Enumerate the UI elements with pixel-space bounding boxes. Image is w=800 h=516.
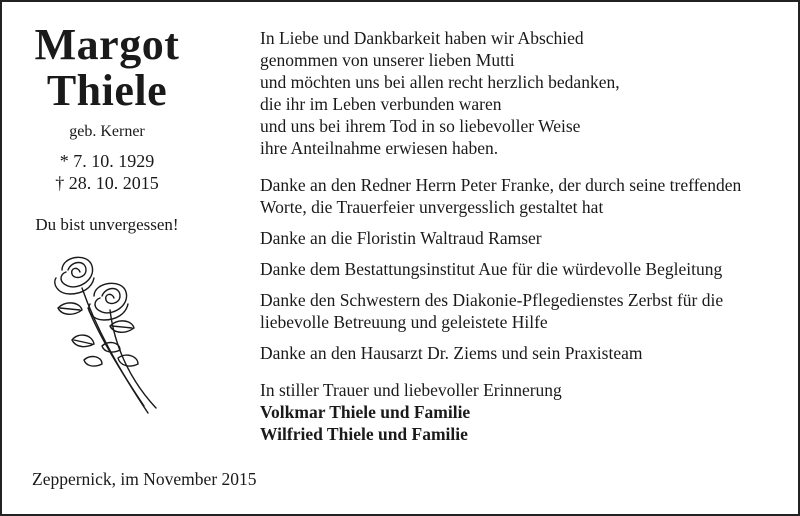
birth-name: geb. Kerner bbox=[69, 123, 145, 140]
intro-line: die ihr im Leben verbunden waren bbox=[260, 94, 502, 114]
first-name: Margot bbox=[34, 20, 180, 69]
last-name: Thiele bbox=[46, 66, 168, 115]
thanks-line: Danke an den Hausarzt Dr. Ziems und sein Praxisteam bbox=[260, 343, 643, 363]
place-date-footer: Zeppernick, im November 2015 bbox=[32, 469, 257, 489]
deceased-info bbox=[4, 22, 210, 236]
signatory: Wilfried Thiele und Familie bbox=[260, 424, 468, 444]
motto: Du bist unvergessen! bbox=[35, 215, 179, 234]
signatory: Volkmar Thiele und Familie bbox=[260, 402, 471, 422]
roses-illustration-icon bbox=[48, 248, 168, 418]
thanks-line: Danke dem Bestattungsinstitut Aue für die würdevolle Begleitung bbox=[260, 259, 723, 279]
intro-line: genommen von unserer lieben Mutti bbox=[260, 50, 515, 70]
thanks-line: Danke an die Floristin Waltraud Ramser bbox=[260, 228, 542, 248]
thanks-line: Worte, die Trauerfeier unvergesslich gestaltet hat bbox=[260, 197, 604, 217]
death-date: † 28. 10. 2015 bbox=[55, 173, 159, 193]
thanks-line: Danke an den Redner Herrn Peter Franke, der durch seine treffenden bbox=[260, 175, 742, 195]
intro-line: und uns bei ihrem Tod in so liebevoller Weise bbox=[260, 116, 581, 136]
intro-line: ihre Anteilnahme erwiesen haben. bbox=[260, 138, 499, 158]
intro-line: und möchten uns bei allen recht herzlich bedanken, bbox=[260, 72, 620, 92]
thanks-line: Danke den Schwestern des Diakonie-Pflegedienstes Zerbst für die bbox=[260, 290, 724, 310]
message-text bbox=[260, 27, 780, 445]
birth-date: * 7. 10. 1929 bbox=[59, 151, 155, 171]
closing-line: In stiller Trauer und liebevoller Erinnerung bbox=[260, 380, 562, 400]
intro-line: In Liebe und Dankbarkeit haben wir Abschied bbox=[260, 28, 584, 48]
thanks-line: liebevolle Betreuung und geleistete Hilfe bbox=[260, 312, 548, 332]
